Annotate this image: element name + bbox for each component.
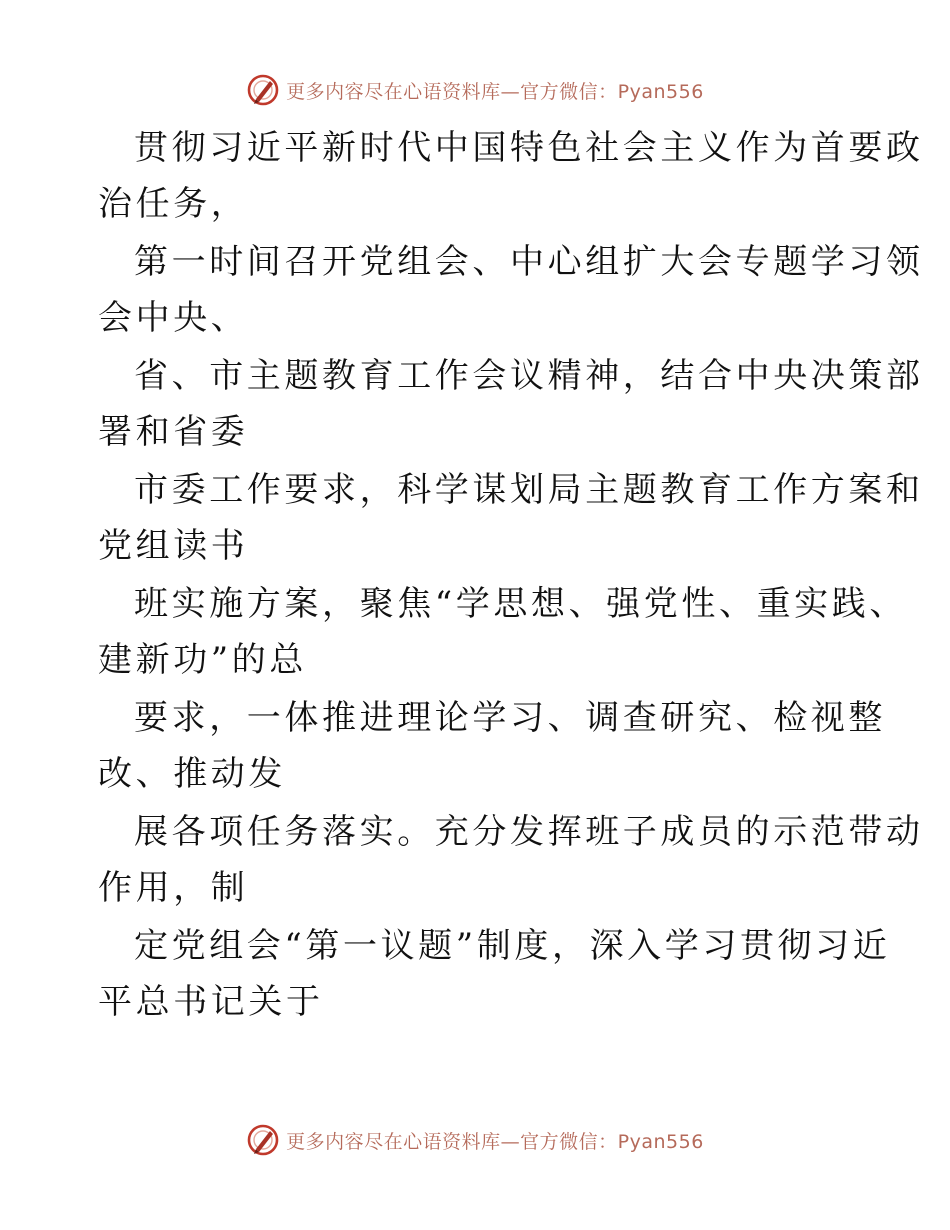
text-line: 展各项任务落实。充分发挥班子成员的示范带动 [134, 812, 924, 852]
header-banner-text: 更多内容尽在心语资料库—官方微信：Pyan556 [286, 80, 704, 103]
text-line: 第一时间召开党组会、中心组扩大会专题学习领 [134, 242, 924, 282]
text-line: 班实施方案，聚焦“学思想、强党性、重实践、 [134, 584, 907, 624]
text-line: 要求，一体推进理论学习、调查研究、检视整 [134, 698, 886, 738]
text-line: 改、推动发 [98, 754, 286, 794]
text-line: 建新功”的总 [98, 640, 307, 680]
text-line: 贯彻习近平新时代中国特色社会主义作为首要政 [134, 128, 924, 168]
header-banner [0, 70, 950, 110]
footer-banner-text: 更多内容尽在心语资料库—官方微信：Pyan556 [286, 1130, 704, 1153]
text-line: 党组读书 [98, 526, 249, 566]
text-line: 治任务， [98, 184, 249, 224]
text-line: 市委工作要求，科学谋划局主题教育工作方案和 [134, 470, 924, 510]
text-line: 定党组会“第一议题”制度，深入学习贯彻习近 [134, 926, 891, 966]
text-line: 作用，制 [98, 868, 249, 908]
text-line: 平总书记关于 [98, 982, 324, 1022]
body-text [98, 120, 924, 1030]
footer-banner [0, 1120, 950, 1160]
pen-logo-icon [246, 1123, 280, 1157]
text-line: 省、市主题教育工作会议精神，结合中央决策部 [134, 356, 924, 396]
text-line: 署和省委 [98, 412, 249, 452]
pen-logo-icon [246, 73, 280, 107]
text-line: 会中央、 [98, 298, 249, 338]
